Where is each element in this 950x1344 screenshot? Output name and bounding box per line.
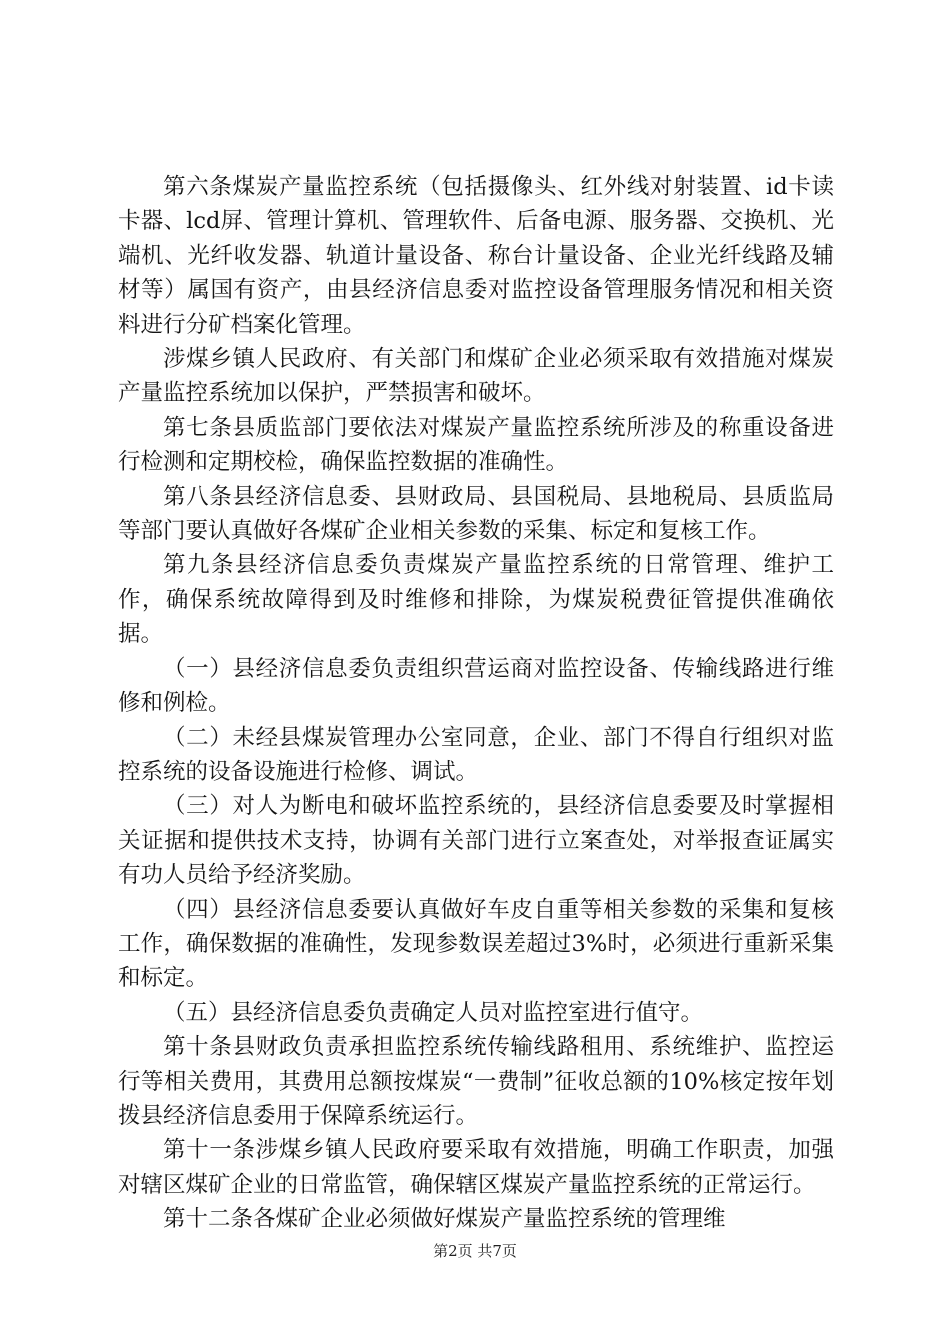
paragraph-article-6: 第六条煤炭产量监控系统（包括摄像头、红外线对射装置、id卡读卡器、lcd屏、管理计算机、管理软件、后备电源、服务器、交换机、光端机、光纤收发器、轨道计量设备、称台计量设备、企业光纤线路及辅材等）属国有资产，由县经济信息委对监控设备管理服务情况和相关资料进行分矿档案化管理。	[118, 174, 834, 338]
page-number-footer: 第2页 共7页	[433, 1242, 517, 1260]
paragraph-protection: 涉煤乡镇人民政府、有关部门和煤矿企业必须采取有效措施对煤炭产量监控系统加以保护，严禁损害和破坏。	[118, 346, 834, 407]
paragraph-article-7: 第七条县质监部门要依法对煤炭产量监控系统所涉及的称重设备进行检测和定期校检，确保监控数据的准确性。	[118, 414, 834, 476]
paragraph-article-8: 第八条县经济信息委、县财政局、县国税局、县地税局、县质监局等部门要认真做好各煤矿企业相关参数的采集、标定和复核工作。	[118, 483, 834, 545]
document-body	[118, 170, 834, 1237]
paragraph-item-1: （一）县经济信息委负责组织营运商对监控设备、传输线路进行维修和例检。	[118, 655, 834, 717]
paragraph-article-10: 第十条县财政负责承担监控系统传输线路租用、系统维护、监控运行等相关费用，其费用总额按煤炭“一费制”征收总额的10%核定按年划拨县经济信息委用于保障系统运行。	[118, 1034, 834, 1129]
paragraph-article-12: 第十二条各煤矿企业必须做好煤炭产量监控系统的管理维	[163, 1206, 726, 1233]
paragraph-item-2: （二）未经县煤炭管理办公室同意，企业、部门不得自行组织对监控系统的设备设施进行检修、调试。	[118, 724, 834, 785]
paragraph-article-11: 第十一条涉煤乡镇人民政府要采取有效措施，明确工作职责，加强对辖区煤矿企业的日常监管，确保辖区煤炭产量监控系统的正常运行。	[118, 1137, 834, 1198]
paragraph-item-4: （四）县经济信息委要认真做好车皮自重等相关参数的采集和复核工作，确保数据的准确性，发现参数误差超过3%时，必须进行重新采集和标定。	[118, 896, 834, 992]
paragraph-article-9: 第九条县经济信息委负责煤炭产量监控系统的日常管理、维护工作，确保系统故障得到及时维修和排除，为煤炭税费征管提供准确依据。	[118, 552, 834, 648]
paragraph-item-5: （五）县经济信息委负责确定人员对监控室进行值守。	[163, 999, 704, 1026]
paragraph-item-3: （三）对人为断电和破坏监控系统的，县经济信息委要及时掌握相关证据和提供技术支持，协调有关部门进行立案查处，对举报查证属实有功人员给予经济奖励。	[118, 793, 834, 889]
